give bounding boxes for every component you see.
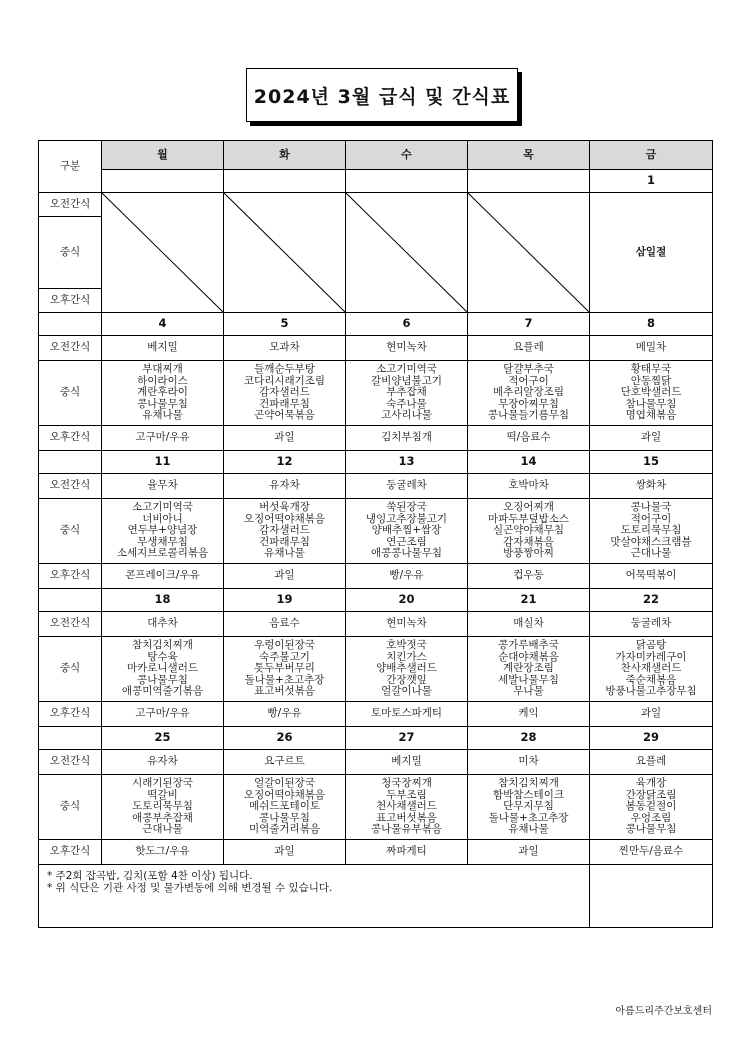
date-cell: 18: [102, 589, 224, 612]
lunch-dish: 돌나물+초고추장: [244, 673, 325, 686]
lunch-dish: 콩나물들기름무침: [487, 409, 570, 422]
pm-snack-cell: 고구마/우유: [102, 702, 224, 727]
lunch-dish: 연근조림: [386, 535, 427, 548]
lunch-dish: 청국장찌개: [381, 777, 432, 790]
lunch-dish: 콩나물무침: [137, 673, 188, 686]
pm-snack-cell: 짜파게티: [346, 840, 468, 865]
empty-day-cell: [346, 193, 468, 313]
lunch-dish: 참치김치찌개: [132, 639, 193, 652]
row-label-am: 오전간식: [39, 474, 102, 499]
lunch-dish: 떡갈비: [147, 788, 178, 801]
pm-snack-cell: 토마토스파게티: [346, 702, 468, 727]
lunch-dish: 참치김치찌개: [498, 777, 559, 790]
row-label-lunch: 중식: [39, 361, 102, 426]
lunch-dish: 오징어떡야채볶음: [243, 512, 326, 525]
lunch-dish: 콩가루배추국: [498, 639, 559, 652]
lunch-dish: 감자샐러드: [259, 386, 310, 399]
lunch-cell: [468, 637, 590, 702]
date-cell: 4: [102, 313, 224, 336]
lunch-cell: [102, 499, 224, 564]
lunch-dish: 너비아니: [142, 512, 183, 525]
pm-snack-cell: 빵/우유: [224, 702, 346, 727]
lunch-dish: 실곤약야채무침: [492, 524, 564, 537]
pm-snack-cell: 고구마/우유: [102, 426, 224, 451]
date-row-spacer: [39, 727, 102, 750]
lunch-cell: [346, 361, 468, 426]
lunch-dish: 마카로니샐러드: [126, 662, 198, 675]
date-cell: 21: [468, 589, 590, 612]
am-snack-cell: 현미녹차: [346, 612, 468, 637]
center-name: 아름드리주간보호센터: [615, 1006, 712, 1017]
notes-blank-cell: [590, 865, 713, 928]
lunch-cell: [224, 637, 346, 702]
notes-cell: [39, 865, 590, 928]
lunch-dish: 시래기된장국: [132, 777, 193, 790]
lunch-dish: 도토리묵무침: [132, 800, 193, 813]
lunch-dish: 방풍짱아찌: [503, 547, 554, 560]
date-cell: 1: [590, 170, 713, 193]
am-snack-cell: 유자차: [224, 474, 346, 499]
lunch-dish: 단호박샐러드: [620, 386, 682, 399]
lunch-dish: 애콩미역줄기볶음: [121, 685, 204, 698]
lunch-dish: 무장아찌무침: [498, 397, 559, 410]
am-snack-cell: 음료수: [224, 612, 346, 637]
lunch-dish: 콩나물무침: [259, 811, 310, 824]
lunch-cell: [224, 361, 346, 426]
lunch-dish: 돌나물+초고추장: [488, 811, 569, 824]
lunch-dish: 곤약어묵볶음: [254, 409, 315, 422]
date-cell: 29: [590, 727, 713, 750]
lunch-dish: 애콩부추잡채: [132, 811, 193, 824]
lunch-dish: 콩나물유부볶음: [370, 823, 442, 836]
row-label-am: 오전간식: [39, 612, 102, 637]
lunch-cell: [224, 775, 346, 840]
lunch-dish: 숙주나물: [386, 397, 427, 410]
date-row-spacer: [39, 451, 102, 474]
date-cell: 15: [590, 451, 713, 474]
lunch-dish: 맛살야채스크램블: [610, 535, 692, 548]
date-cell: 5: [224, 313, 346, 336]
row-label-am: 오전간식: [39, 750, 102, 775]
row-label-am: 오전간식: [39, 336, 102, 361]
lunch-dish: 호박젓국: [386, 639, 427, 652]
pm-snack-cell: 빵/우유: [346, 564, 468, 589]
lunch-cell: [468, 775, 590, 840]
lunch-dish: 숙주불고기: [259, 650, 310, 663]
lunch-dish: 냉잉고추장불고기: [365, 512, 448, 525]
day-header-mon: 월: [102, 141, 224, 170]
lunch-dish: 표고버섯볶음: [376, 811, 437, 824]
lunch-cell: [590, 499, 713, 564]
lunch-dish: 톳두부버무리: [254, 662, 315, 675]
diagonal-slash: [468, 193, 589, 312]
diagonal-slash: [346, 193, 467, 312]
lunch-cell: [590, 637, 713, 702]
date-cell: [224, 170, 346, 193]
am-snack-cell: 모과차: [224, 336, 346, 361]
am-snack-cell: 요구르트: [224, 750, 346, 775]
am-snack-cell: 매실차: [468, 612, 590, 637]
lunch-dish: 메추리알장조림: [492, 386, 564, 399]
lunch-dish: 함박참스테이크: [492, 788, 564, 801]
lunch-dish: 고사리나물: [381, 409, 432, 422]
lunch-dish: 적어구이: [508, 374, 549, 387]
lunch-dish: 버섯육개장: [259, 501, 310, 514]
lunch-dish: 양배추샐러드: [376, 662, 437, 675]
date-cell: 13: [346, 451, 468, 474]
lunch-dish: 얼갈이나물: [381, 685, 432, 698]
lunch-cell: [102, 637, 224, 702]
lunch-dish: 무생채무침: [137, 535, 188, 548]
lunch-dish: 표고버섯볶음: [254, 685, 315, 698]
lunch-dish: 오징어찌개: [503, 501, 554, 514]
lunch-dish: 찬사재샐러드: [620, 662, 682, 675]
lunch-cell: [346, 637, 468, 702]
am-snack-cell: 메밀차: [590, 336, 713, 361]
lunch-dish: 유채나물: [142, 409, 183, 422]
date-cell: 25: [102, 727, 224, 750]
date-cell: 8: [590, 313, 713, 336]
date-cell: 22: [590, 589, 713, 612]
lunch-dish: 닭곰탕: [635, 639, 667, 652]
am-snack-cell: 미차: [468, 750, 590, 775]
am-snack-cell: 대추차: [102, 612, 224, 637]
lunch-dish: 두부조림: [386, 788, 427, 801]
date-cell: 27: [346, 727, 468, 750]
lunch-cell: [346, 499, 468, 564]
date-cell: 6: [346, 313, 468, 336]
day-header-thu: 목: [468, 141, 590, 170]
pm-snack-cell: 컵우동: [468, 564, 590, 589]
lunch-dish: 콩나물무침: [137, 397, 188, 410]
lunch-dish: 계란장조림: [503, 662, 554, 675]
lunch-dish: 건파래무침: [259, 535, 310, 548]
day-header-fri: 금: [590, 141, 713, 170]
row-label-pm: 오후간식: [39, 289, 102, 313]
empty-day-cell: [224, 193, 346, 313]
lunch-cell: [224, 499, 346, 564]
am-snack-cell: 호박마차: [468, 474, 590, 499]
lunch-dish: 계란후라이: [137, 386, 188, 399]
lunch-dish: 쑥된장국: [386, 501, 427, 514]
row-label-lunch: 중식: [39, 217, 102, 289]
lunch-dish: 참나물무침: [625, 397, 677, 410]
pm-snack-cell: 핫도그/우유: [102, 840, 224, 865]
lunch-dish: 도토리묵무침: [620, 524, 682, 537]
date-cell: 7: [468, 313, 590, 336]
am-snack-cell: 쌍화차: [590, 474, 713, 499]
lunch-dish: 천사채샐러드: [376, 800, 437, 813]
am-snack-cell: 요플레: [590, 750, 713, 775]
diagonal-slash: [224, 193, 345, 312]
day-header-wed: 수: [346, 141, 468, 170]
am-snack-cell: 율무차: [102, 474, 224, 499]
pm-snack-cell: 과일: [468, 840, 590, 865]
pm-snack-cell: 김치부침개: [346, 426, 468, 451]
lunch-cell: [468, 361, 590, 426]
lunch-dish: 명엽채볶음: [625, 409, 677, 422]
lunch-dish: 간장닭조림: [625, 788, 677, 801]
pm-snack-cell: 과일: [590, 702, 713, 727]
pm-snack-cell: 과일: [224, 840, 346, 865]
lunch-dish: 얼갈이된장국: [254, 777, 315, 790]
lunch-dish: 간장깻잎: [386, 673, 427, 686]
lunch-dish: 소고기미역국: [132, 501, 193, 514]
row-label-pm: 오후간식: [39, 426, 102, 451]
lunch-dish: 콩나물국: [630, 501, 672, 514]
lunch-dish: 코다리시래기조림: [243, 374, 326, 387]
lunch-cell: [590, 775, 713, 840]
lunch-cell: [468, 499, 590, 564]
date-cell: 20: [346, 589, 468, 612]
lunch-dish: 부대찌개: [142, 363, 183, 376]
am-snack-cell: 둥굴레차: [346, 474, 468, 499]
lunch-dish: 부추잡채: [386, 386, 427, 399]
lunch-dish: 세발나물무침: [498, 673, 559, 686]
lunch-dish: 근대나물: [630, 547, 672, 560]
category-header: 구분: [39, 141, 102, 193]
date-cell: [102, 170, 224, 193]
am-snack-cell: 둥굴레차: [590, 612, 713, 637]
lunch-dish: 오징어떡야채볶음: [243, 788, 326, 801]
holiday-cell: 삼일절: [590, 193, 713, 313]
date-cell: 11: [102, 451, 224, 474]
lunch-dish: 방풍나물고추장무침: [605, 685, 697, 698]
pm-snack-cell: 떡/음료수: [468, 426, 590, 451]
date-cell: 19: [224, 589, 346, 612]
date-row-spacer: [39, 313, 102, 336]
date-cell: 14: [468, 451, 590, 474]
row-label-pm: 오후간식: [39, 564, 102, 589]
lunch-dish: 메쉬드포테이토: [248, 800, 320, 813]
row-label-lunch: 중식: [39, 499, 102, 564]
lunch-dish: 연두부+양념장: [127, 524, 198, 537]
date-cell: [468, 170, 590, 193]
date-cell: [346, 170, 468, 193]
row-label-pm: 오후간식: [39, 840, 102, 865]
page-title: 2024년 3월 급식 및 간식표: [246, 68, 518, 122]
lunch-dish: 달걀부추국: [503, 363, 554, 376]
lunch-cell: [346, 775, 468, 840]
lunch-dish: 무나물: [513, 685, 544, 698]
lunch-dish: 하이라이스: [137, 374, 188, 387]
lunch-dish: 미역줄거리볶음: [248, 823, 320, 836]
lunch-dish: 황태무국: [630, 363, 672, 376]
note-line: * 위 식단은 기관 사정 및 물가변동에 의해 변경될 수 있습니다.: [47, 881, 333, 894]
date-cell: 26: [224, 727, 346, 750]
am-snack-cell: 현미녹차: [346, 336, 468, 361]
lunch-dish: 가자미카레구이: [615, 650, 687, 663]
lunch-dish: 적어구이: [630, 512, 672, 525]
lunch-dish: 유채나물: [508, 823, 549, 836]
pm-snack-cell: 과일: [224, 426, 346, 451]
am-snack-cell: 요플레: [468, 336, 590, 361]
lunch-cell: [102, 361, 224, 426]
lunch-dish: 마파두부덮밥소스: [487, 512, 570, 525]
meal-schedule-table: [38, 140, 713, 928]
pm-snack-cell: 콘프레이크/우유: [102, 564, 224, 589]
empty-day-cell: [102, 193, 224, 313]
lunch-dish: 감자샐러드: [259, 524, 310, 537]
lunch-dish: 소세지브로콜리볶음: [116, 547, 209, 560]
day-header-tue: 화: [224, 141, 346, 170]
lunch-dish: 소고기미역국: [376, 363, 437, 376]
lunch-dish: 순대야채볶음: [498, 650, 559, 663]
pm-snack-cell: 찐만두/음료수: [590, 840, 713, 865]
lunch-cell: [102, 775, 224, 840]
date-cell: 28: [468, 727, 590, 750]
lunch-dish: 유채나물: [264, 547, 305, 560]
pm-snack-cell: 케익: [468, 702, 590, 727]
lunch-dish: 갈비양념불고기: [370, 374, 442, 387]
lunch-dish: 안동찜닭: [630, 374, 672, 387]
lunch-dish: 죽순채볶음: [625, 673, 677, 686]
date-row-spacer: [39, 589, 102, 612]
diagonal-slash: [102, 193, 223, 312]
row-label-pm: 오후간식: [39, 702, 102, 727]
lunch-dish: 육개장: [635, 777, 667, 790]
lunch-dish: 감자채볶음: [503, 535, 554, 548]
lunch-dish: 양배추찜+쌈장: [371, 524, 442, 537]
lunch-dish: 치킨가스: [386, 650, 427, 663]
pm-snack-cell: 어묵떡볶이: [590, 564, 713, 589]
am-snack-cell: 베지밀: [346, 750, 468, 775]
lunch-dish: 근대나물: [142, 823, 183, 836]
lunch-dish: 애콩콩나물무침: [370, 547, 442, 560]
am-snack-cell: 베지밀: [102, 336, 224, 361]
lunch-dish: 콩나물무침: [625, 823, 677, 836]
lunch-dish: 우엉조림: [630, 811, 672, 824]
lunch-dish: 건파래무침: [259, 397, 310, 410]
row-label-am: 오전간식: [39, 193, 102, 217]
pm-snack-cell: 과일: [590, 426, 713, 451]
row-label-lunch: 중식: [39, 775, 102, 840]
empty-day-cell: [468, 193, 590, 313]
lunch-dish: 단무지무침: [503, 800, 554, 813]
pm-snack-cell: 과일: [224, 564, 346, 589]
lunch-cell: [590, 361, 713, 426]
am-snack-cell: 유자차: [102, 750, 224, 775]
date-cell: 12: [224, 451, 346, 474]
lunch-dish: 봄동겉절이: [625, 800, 677, 813]
lunch-dish: 탕수육: [147, 650, 178, 663]
lunch-dish: 들깨순두부탕: [254, 363, 315, 376]
note-line: * 주2회 잡곡밥, 김치(포함 4찬 이상) 됩니다.: [47, 870, 253, 882]
row-label-lunch: 중식: [39, 637, 102, 702]
lunch-dish: 우렁이된장국: [254, 639, 315, 652]
